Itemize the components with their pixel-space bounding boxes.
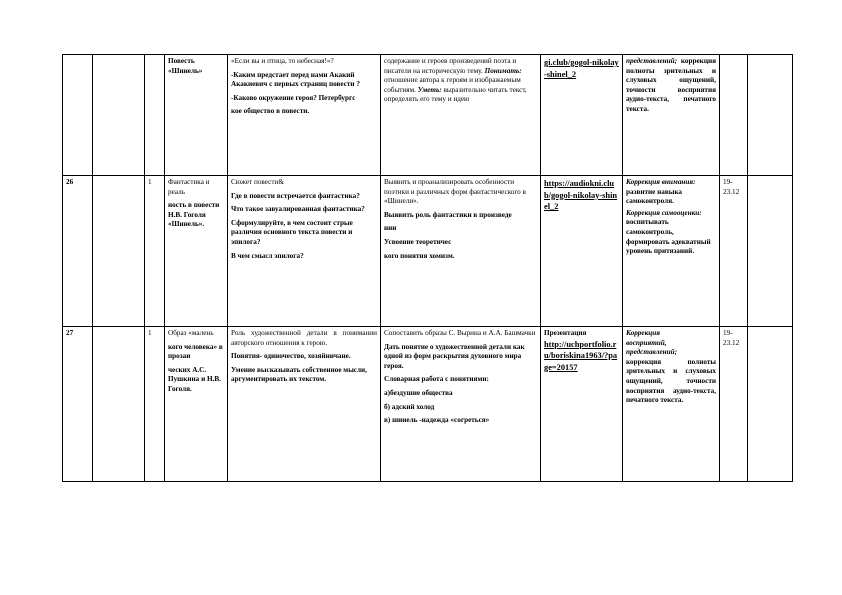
results-label: Понимать: [484, 66, 522, 75]
results-line: б) адский холод [384, 402, 435, 411]
results-line: Сопоставить образы С. Вырина и А.А. Башмачки [384, 329, 536, 337]
correction-label: восприятий, представлений; [626, 338, 678, 357]
results-line: а)бездушие общества [384, 388, 453, 397]
date-cell: 19-23.12 [720, 327, 748, 482]
resources-cell [541, 327, 623, 482]
table-row [63, 55, 793, 176]
correction-label: Коррекция внимания: [626, 178, 696, 186]
hours-cell: 1 [145, 176, 165, 327]
topic-text: ность в повести Н.В. Гоголя «Шинель». [168, 201, 220, 229]
date-cell: 19-23.12 [720, 176, 748, 327]
topic-text: Образ «малень [168, 329, 214, 337]
results-line: Выявить и проанализировать особенности поэтики и различных форм фантастического в «Шинели». [384, 178, 526, 206]
content-cell [228, 327, 381, 482]
results-line: в) шинель -надежда «согреться» [384, 416, 490, 425]
correction-label: представлений; [626, 57, 678, 65]
resource-link[interactable]: https://audiokni.club/gogol-nikolay-shinel_2 [544, 179, 618, 212]
results-text: отношение автора к героям и изображаемым событиям. [384, 76, 521, 94]
results-line: Дать понятие о художественной детали как одной из форм раскрытия духовного мира героя. [384, 342, 525, 370]
correction-label: Коррекция самооценки: [626, 208, 702, 217]
content-line: В чем смысл эпилога? [231, 251, 304, 260]
content-line: Понятия- одиночество, хозяйничане. [231, 352, 351, 361]
empty-cell [93, 176, 145, 327]
correction-text: развитие навыка самоконтроля. [626, 187, 683, 206]
correction-cell [623, 55, 720, 176]
results-text: выразительно читать текст, определять его тему и идею [384, 85, 527, 104]
content-line: Роль художественной детали в понимании авторского отношения к герою. [231, 329, 377, 347]
results-line: Выявить роль фантастики в произведе [384, 210, 512, 219]
results-cell [381, 55, 541, 176]
hours-cell [145, 55, 165, 176]
topic-text: ческих А.С. Пушкина и Н.В. Гоголя. [168, 365, 221, 393]
topic-text: Фантастика и реаль [168, 178, 210, 196]
lesson-plan-table [62, 54, 793, 482]
results-line: кого понятия хомизм. [384, 251, 455, 260]
topic-text: Повесть «Шинель» [168, 57, 203, 75]
results-line: нии [384, 224, 397, 233]
table-row [63, 327, 793, 482]
lesson-number-cell: 26 [63, 176, 93, 327]
content-line: Умение высказывать собственное мысли, аргументировать их текстом. [231, 365, 367, 384]
results-line: Словарная работа с понятиями: [384, 375, 489, 384]
content-cell [228, 55, 381, 176]
correction-text: коррекция полноты зрительных и слуховых ощущений, точности восприятия аудио-текста, печатного текста. [626, 57, 716, 113]
content-line: «Если вы и птица, то небесная!»? [231, 57, 334, 65]
resource-link[interactable]: gi.club/gogol-nikolay-shinel_2 [544, 58, 619, 79]
empty-cell [93, 327, 145, 482]
correction-text: коррекция полноты зрительных и слуховых ощущений, точности восприятия аудио-текста, печатного текста. [626, 357, 716, 405]
results-label: Уметь: [417, 85, 442, 94]
resources-cell [541, 176, 623, 327]
empty-cell [748, 327, 793, 482]
results-text: содержание и героев произведений поэта и писателя на историческую тему. [384, 57, 517, 75]
content-line: кое общество в повести. [231, 107, 310, 116]
results-cell [381, 176, 541, 327]
resource-heading: Презентация [544, 329, 587, 337]
content-line: -Каково окружение героя? Петербургс [231, 93, 356, 102]
topic-cell [165, 327, 228, 482]
content-cell [228, 176, 381, 327]
date-cell [720, 55, 748, 176]
correction-cell [623, 327, 720, 482]
lesson-number-cell [63, 55, 93, 176]
table-row [63, 176, 793, 327]
correction-cell [623, 176, 720, 327]
content-line: -Каким предстает перед нами Акакий Акакиевич с первых страниц повести ? [231, 70, 360, 89]
topic-cell [165, 55, 228, 176]
topic-cell [165, 176, 228, 327]
correction-text: воспитывать самоконтроль, формировать адекватный уровень притязаний. [626, 218, 711, 256]
empty-cell [748, 176, 793, 327]
content-line: Сюжет повести& [231, 178, 284, 186]
resource-link[interactable]: http://uchportfolio.ru/boriskina1963/?page=20157 [544, 339, 618, 372]
results-cell [381, 327, 541, 482]
content-line: Сформулируйте, в чем состоит стрые различия основного текста повести и эпилога? [231, 218, 353, 246]
empty-cell [93, 55, 145, 176]
topic-text: кого человека» в прозаи [168, 342, 223, 361]
correction-label: Коррекция [626, 329, 660, 337]
resources-cell [541, 55, 623, 176]
content-line: Что такое завуалированная фантастика? [231, 205, 365, 214]
lesson-number-cell: 27 [63, 327, 93, 482]
results-line: Усвоение теоретичес [384, 237, 452, 246]
empty-cell [748, 55, 793, 176]
content-line: Где в повести встречается фантастика? [231, 191, 360, 200]
hours-cell: 1 [145, 327, 165, 482]
